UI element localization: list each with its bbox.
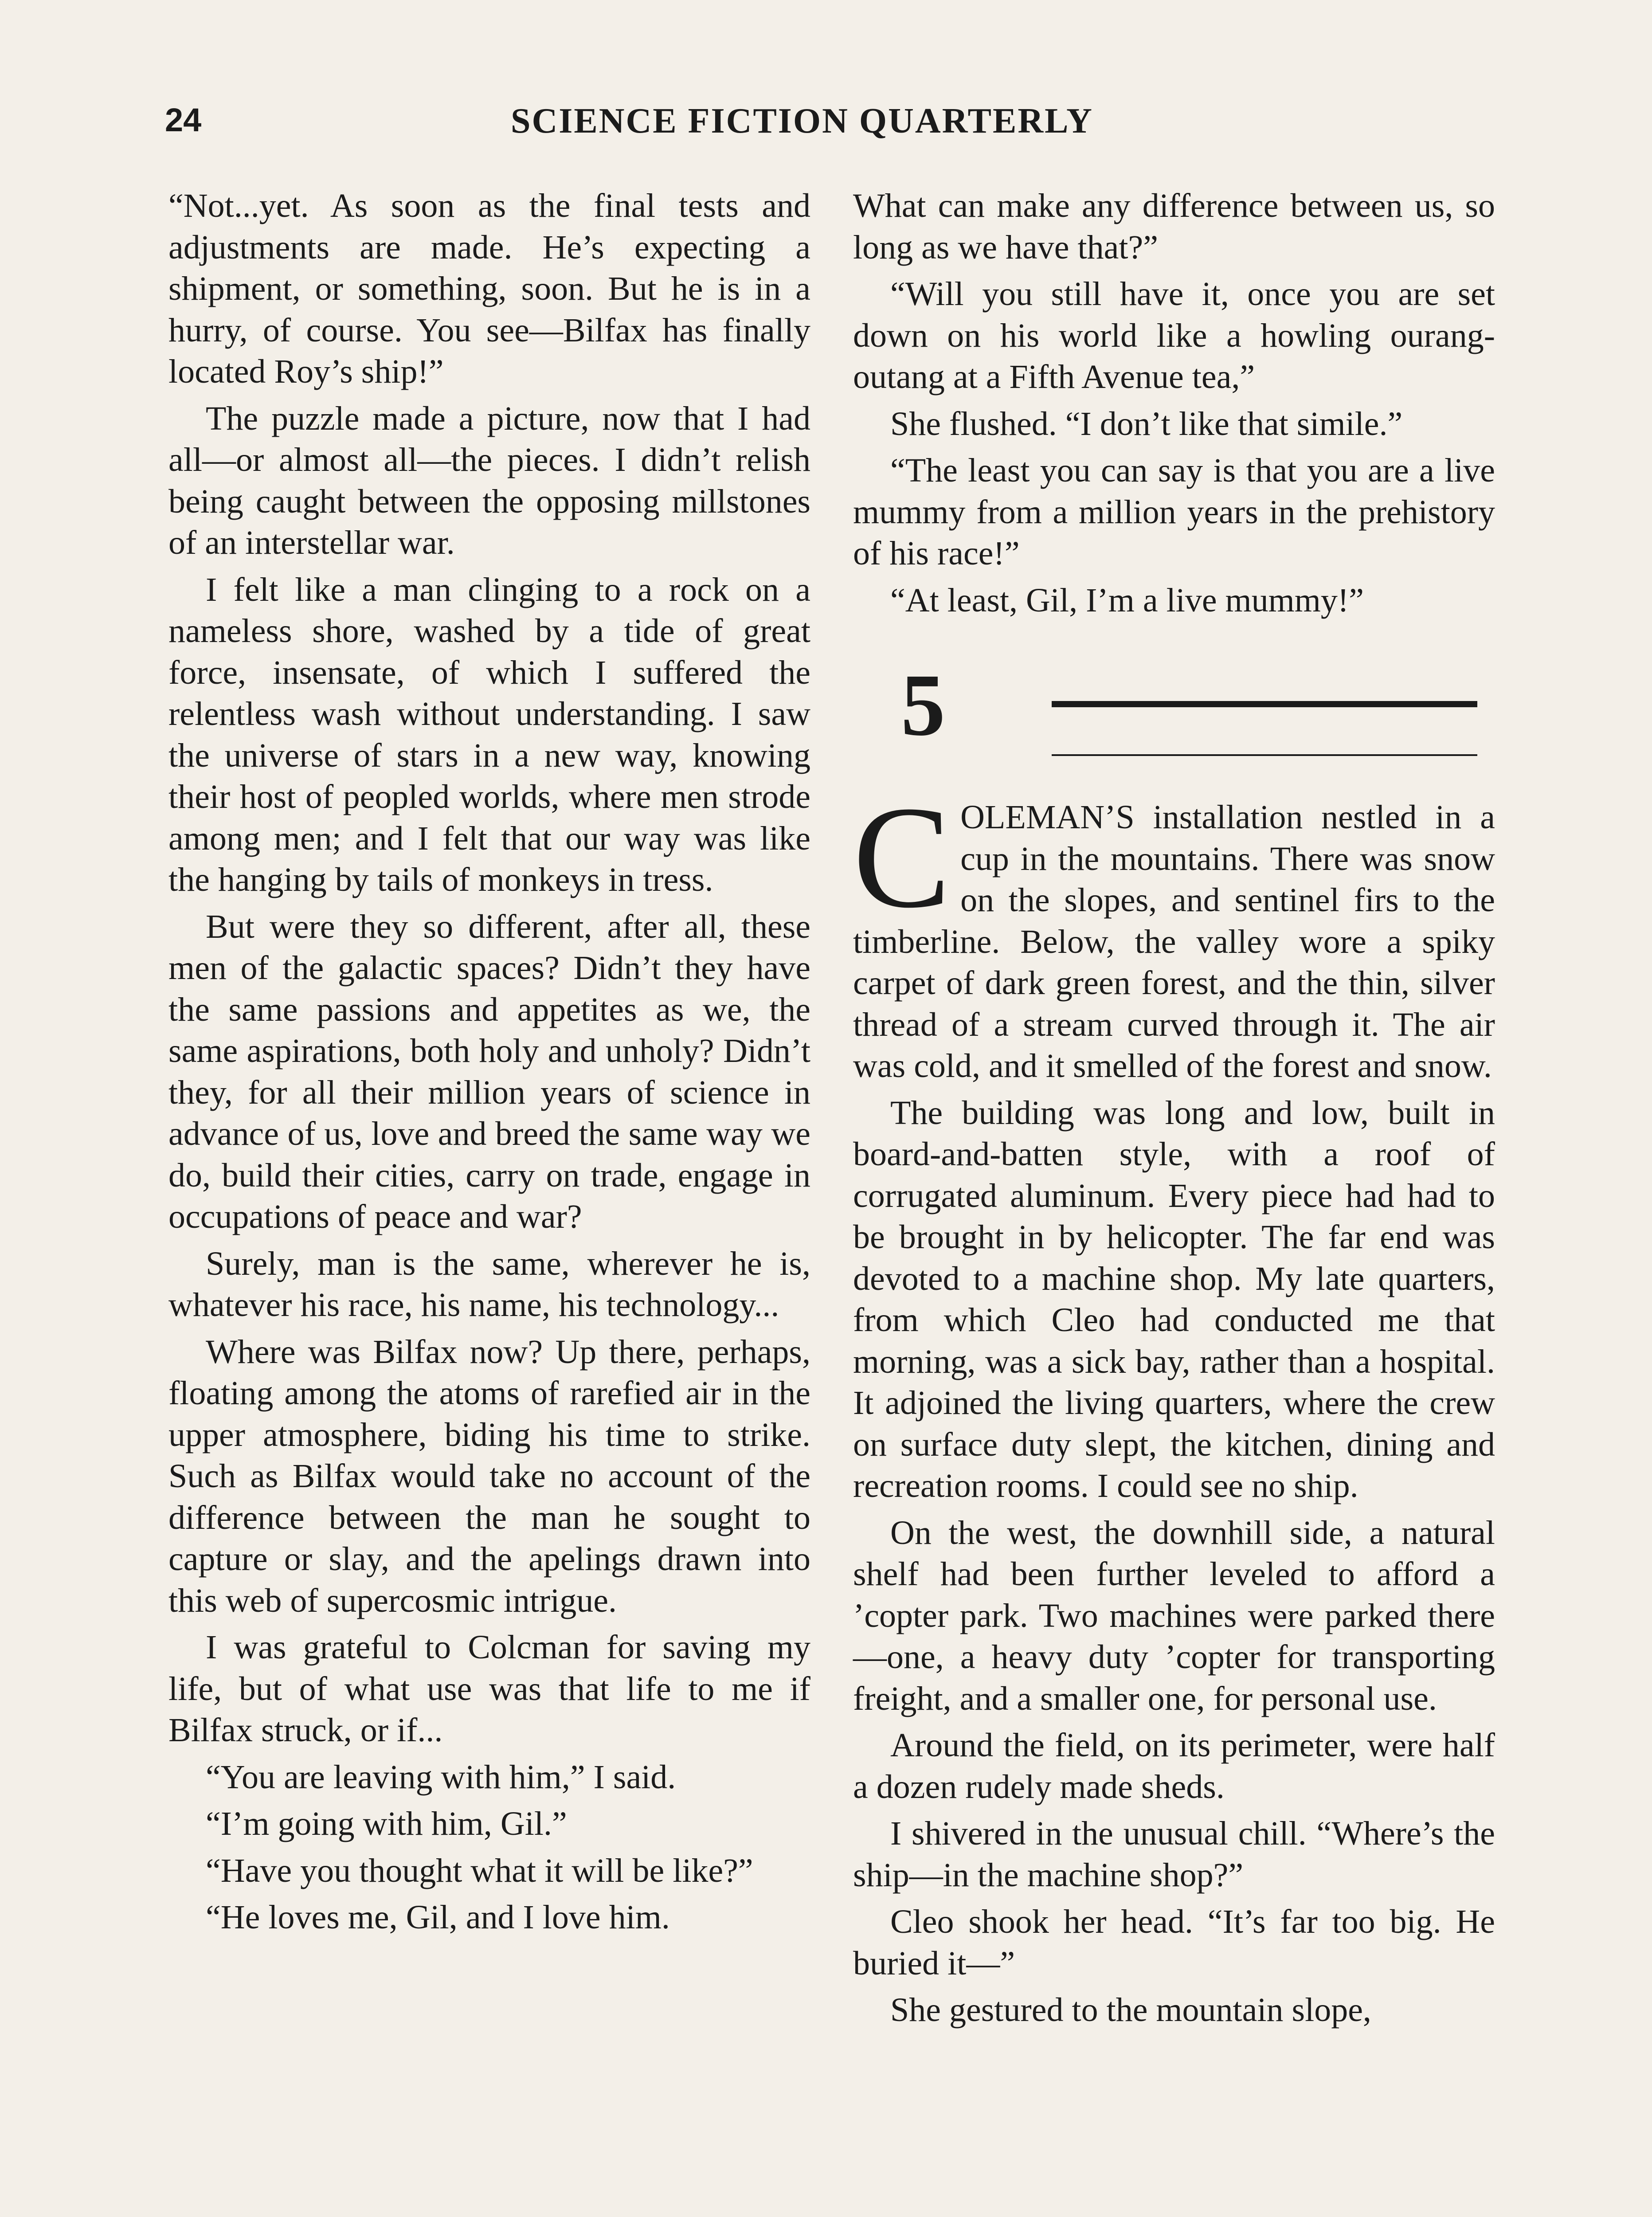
- paragraph: I felt like a man clinging to a rock on a nameless shore, washed by a tide of great force, insensate, of which I suffered the relentless wash without understanding. I saw the universe of stars in a new way, knowing their host of peopled worlds, where men strode among men; and I felt that our way was like the hanging by tails of monkeys in tress.: [168, 571, 810, 898]
- paragraph: “Have you thought what it will be like?”: [206, 1852, 753, 1889]
- paragraph: I was grateful to Colcman for saving my life, but of what use was that life to me if Bilfax struck, or if...: [168, 1629, 810, 1749]
- paragraph: Surely, man is the same, wherever he is, whatever his race, his name, his technology...: [168, 1245, 810, 1324]
- paragraph: Around the field, on its perimeter, were half a dozen rudely made sheds.: [853, 1727, 1495, 1806]
- paragraph: “He loves me, Gil, and I love him.: [206, 1899, 670, 1936]
- paragraph: On the west, the downhill side, a natural shelf had been further leveled to afford a ’copter park. Two machines were parked there—one, a heavy duty ’copter for transporting freight, and a smaller one, for personal use.: [853, 1514, 1495, 1717]
- chapter-rule-thin: [1052, 754, 1477, 756]
- paragraph: She gestured to the mountain slope,: [890, 1991, 1371, 2029]
- paragraph: I shivered in the unusual chill. “Where’s the ship—in the machine shop?”: [853, 1815, 1495, 1894]
- chapter-rule-thick: [1052, 701, 1477, 707]
- paragraph: What can make any difference between us, so long as we have that?”: [853, 187, 1495, 266]
- paragraph: “Not...yet. As soon as the final tests and adjustments are made. He’s expecting a shipment, or something, soon. But he is in a hurry, of course. You see—Bilfax has finally located Roy’s ship!”: [168, 187, 810, 390]
- paragraph: “The least you can say is that you are a live mummy from a million years in the prehistory of his race!”: [853, 452, 1495, 572]
- paragraph: The puzzle made a picture, now that I had all—or almost all—the pieces. I didn’t relish being caught between the opposing millstones of an interstellar war.: [168, 400, 810, 561]
- left-column: [168, 185, 810, 2217]
- paragraph: “I’m going with him, Gil.”: [206, 1805, 567, 1842]
- paragraph: “You are leaving with him,” I said.: [206, 1758, 676, 1796]
- page-number: 24: [165, 102, 202, 138]
- chapter-number: 5: [901, 656, 945, 754]
- opening-text: OLEMAN’S installation nestled in a cup in the mountains. There was snow on the slopes, and sentinel firs to the timberline. Below, the valley wore a spiky carpet of dark green forest, and the thin, silver thread of a stream curved through it. The air was cold, and it smelled of the forest and snow.: [853, 799, 1495, 1085]
- paragraph: “Will you still have it, once you are set down on his world like a howling ourang-outang at a Fifth Avenue tea,”: [853, 275, 1495, 396]
- chapter-heading: [853, 643, 1495, 772]
- paragraph: But were they so different, after all, these men of the galactic spaces? Didn’t they have the same passions and appetites as we, the same aspirations, both holy and unholy? Didn’t they, for all their million years of science in advance of us, love and breed the same way we do, build their cities, carry on trade, engage in occupations of peace and war?: [168, 908, 810, 1235]
- paragraph: “At least, Gil, I’m a live mummy!”: [890, 581, 1364, 619]
- paragraph: Where was Bilfax now? Up there, perhaps, floating among the atoms of rarefied air in the upper atmosphere, biding his time to strike. Such as Bilfax would take no account of the difference between the man he sought to capture or slay, and the apelings drawn into this web of supercosmic intrigue.: [168, 1333, 810, 1619]
- paragraph: She flushed. “I don’t like that simile.”: [890, 405, 1403, 443]
- page-header: [165, 101, 1482, 150]
- running-title: SCIENCE FICTION QUARTERLY: [511, 102, 1093, 141]
- paragraph: The building was long and low, built in board-and-batten style, with a roof of corrugated aluminum. Every piece had had to be brought in by helicopter. The far end was devoted to a machine shop. My late quarters, from which Cleo had conducted me that morning, was a sick bay, rather than a hospital. It adjoined the living quarters, where the crew on surface duty slept, the kitchen, dining and recreation rooms. I could see no ship.: [853, 1094, 1495, 1504]
- drop-cap: C: [853, 776, 951, 938]
- right-column: [853, 185, 1495, 2217]
- chapter-opening-paragraph: [853, 776, 1495, 1087]
- paragraph: Cleo shook her head. “It’s far too big. He buried it—”: [853, 1903, 1495, 1982]
